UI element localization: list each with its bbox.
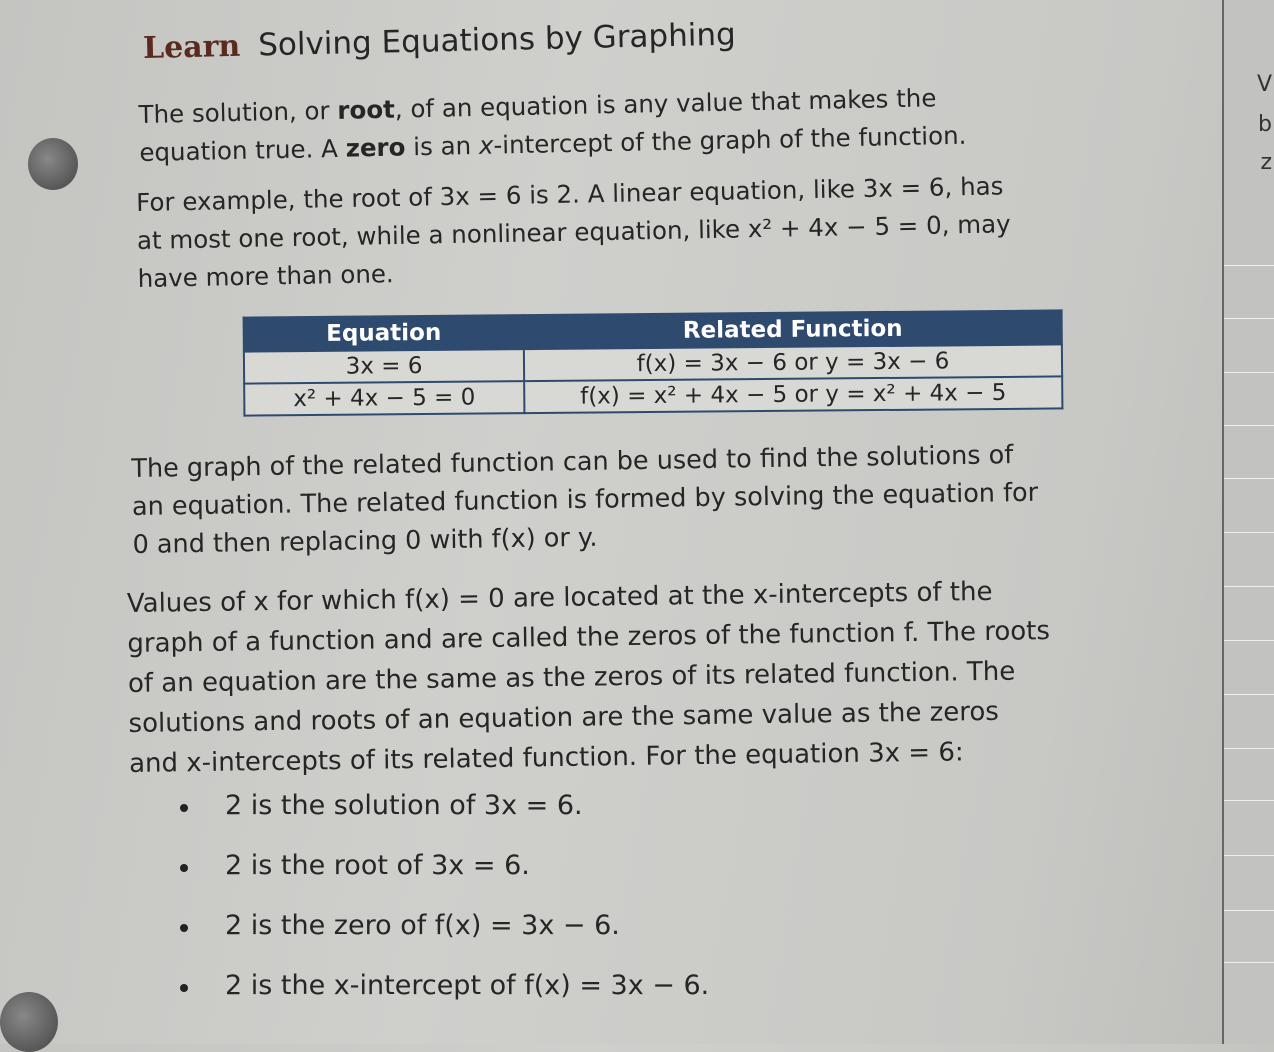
binder-hole xyxy=(28,138,78,190)
list-item: 2 is the x-intercept of f(x) = 3x − 6. xyxy=(175,970,709,1030)
next-page-edge: V b z xyxy=(1222,0,1274,1044)
example-paragraph: For example, the root of 3x = 6 is 2. A linear equation, like 3x = 6, has at most one root, while a nonlinear equation, like x² + 4x − 5 = 0, may have more than one. xyxy=(135,171,1011,293)
binder-hole xyxy=(0,992,58,1052)
table-header: Related Function xyxy=(524,310,1062,349)
learn-badge: Learn xyxy=(142,28,241,66)
table-row: x² + 4x − 5 = 0 f(x) = x² + 4x − 5 or y = x² + 4x − 5 xyxy=(244,376,1062,415)
equation-table xyxy=(243,309,1064,416)
bullet-list xyxy=(175,790,709,1030)
zeros-paragraph: Values of x for which f(x) = 0 are located at the x-intercepts of the graph of a function and are called the zeros of the function f. The roots of an equation are the same as the zeros of its related function. The solutions and roots of an equation are the same value as the zeros and x-intercepts of its related function. For the equation 3x = 6: xyxy=(126,576,1051,779)
list-item: 2 is the solution of 3x = 6. xyxy=(175,790,709,850)
related-function-paragraph: The graph of the related function can be used to find the solutions of an equation. The related function is formed by solving the equation for 0 and then replacing 0 with f(x) or y. xyxy=(131,440,1039,560)
table-row: 3x = 6 f(x) = 3x − 6 or y = 3x − 6 xyxy=(244,344,1062,383)
list-item: 2 is the zero of f(x) = 3x − 6. xyxy=(175,910,709,970)
lesson-heading xyxy=(143,17,737,66)
table-header: Equation xyxy=(244,315,524,351)
definition-paragraph: The solution, or root, of an equation is any value that makes the equation true. A zero is an x-intercept of the graph of the function. xyxy=(138,83,967,167)
lesson-title: Solving Equations by Graphing xyxy=(257,16,737,64)
list-item: 2 is the root of 3x = 6. xyxy=(175,850,709,910)
